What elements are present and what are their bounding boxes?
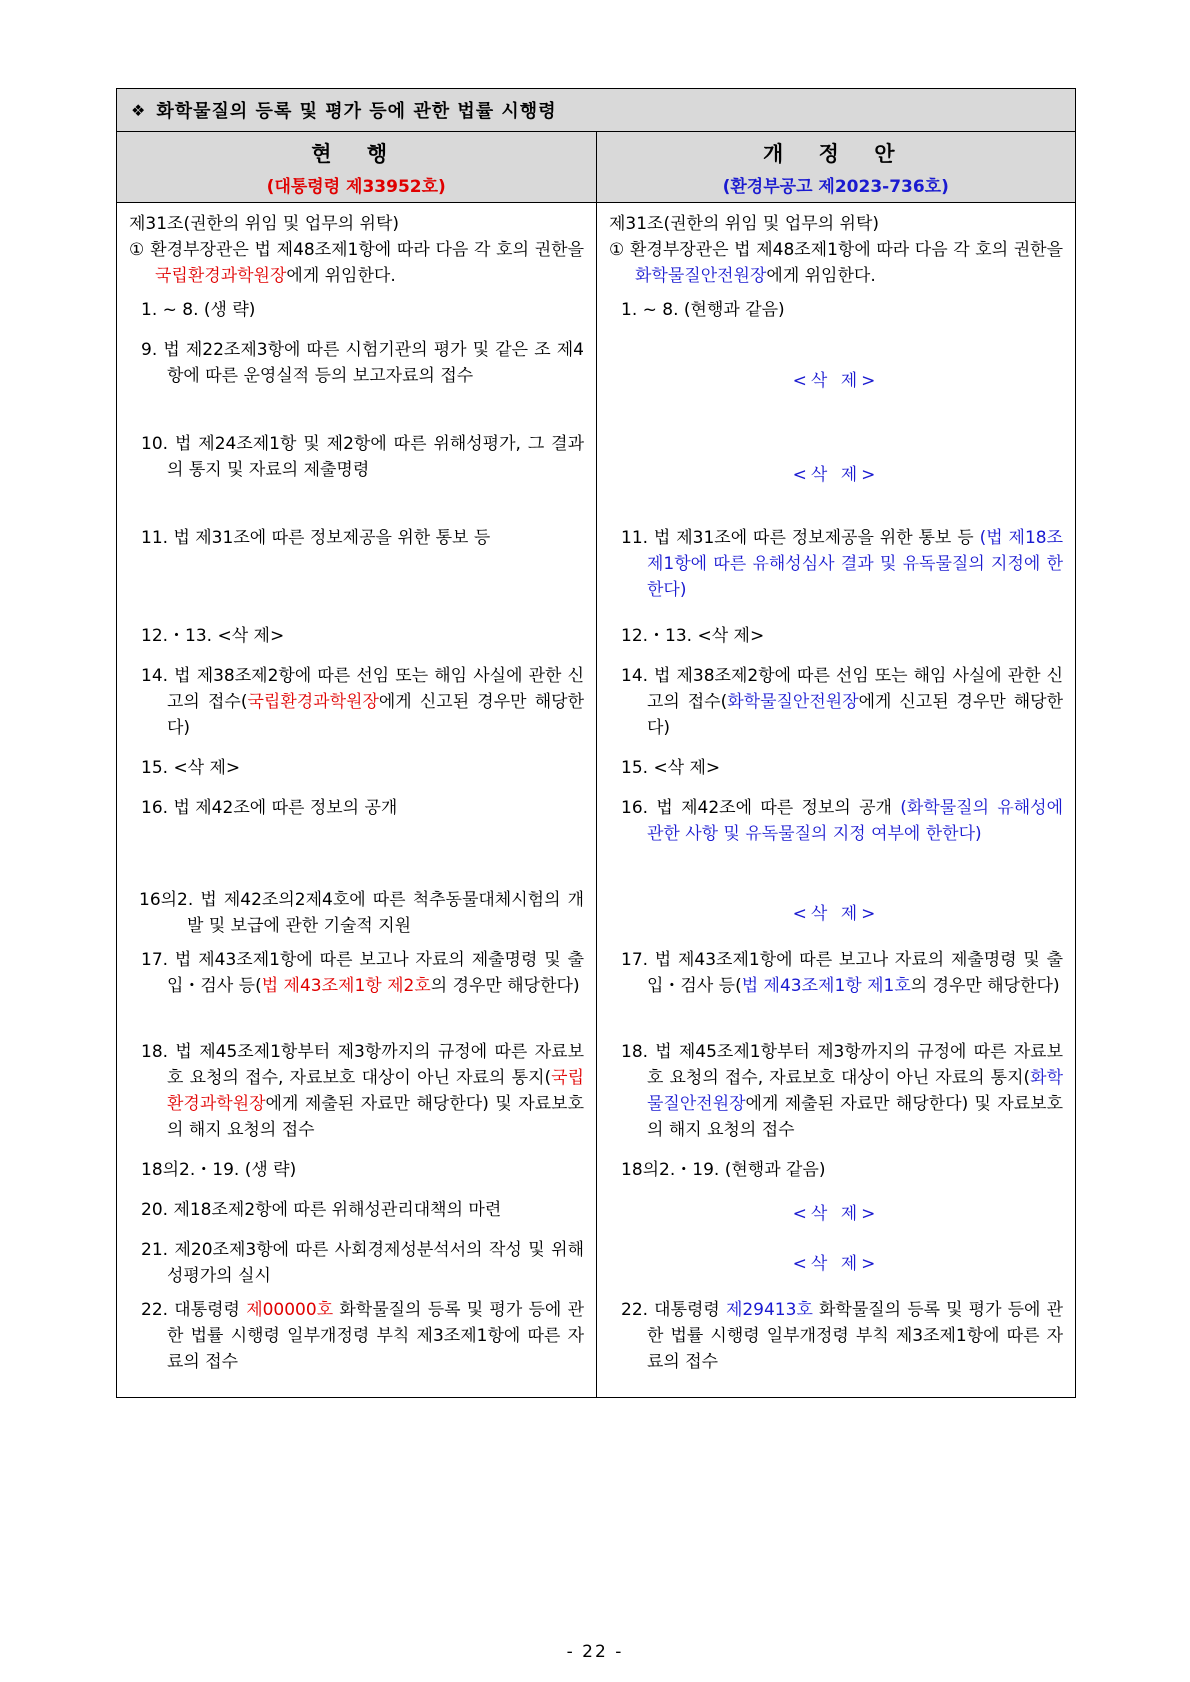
current-row-4: [129, 525, 584, 615]
list-item: [609, 663, 1063, 741]
article-heading: 제31조(권한의 위임 및 업무의 위탁): [129, 214, 399, 234]
list-item: [129, 337, 584, 389]
item-text: 의 경우만 해당한다): [430, 976, 580, 996]
added-text: (화학물질의 유해성에 관한 사항 및 유독물질의 지정 여부에 한한다): [647, 798, 1064, 844]
current-heading: 현 행: [311, 141, 402, 166]
changed-text: 화학물질안전원장: [647, 1068, 1063, 1114]
item-text: 12.・13. <삭 제>: [621, 626, 765, 646]
revised-row-11: [609, 1039, 1063, 1151]
revised-row-8: [609, 795, 1063, 881]
paragraph-text: ① 환경부장관은 법 제48조제1항에 따라 다음 각 호의 권한을: [129, 240, 584, 260]
revised-subheading: (환경부공고 제2023-736호): [722, 176, 949, 197]
list-item: [609, 525, 1063, 603]
deleted-marker: <삭 제>: [792, 904, 880, 924]
item-text: 에게 제출된 자료만 해당한다) 및 자료보호의 해지 요청의 접수: [647, 1094, 1063, 1140]
list-item: [129, 755, 584, 781]
current-row-11: [129, 1039, 584, 1151]
list-item: [129, 1039, 584, 1143]
current-row-10: [129, 947, 584, 1033]
table-title-bar: [117, 89, 1075, 132]
item-text: 17. 법 제43조제1항에 따른 보고나 자료의 제출명령 및 출입・검사 등(: [621, 950, 1063, 996]
current-subheading: (대통령령 제33952호): [266, 176, 446, 197]
revised-row-5: [609, 623, 1063, 657]
revised-row-15: [609, 1297, 1063, 1387]
current-row-15: [129, 1297, 584, 1387]
revised-row-7: [609, 755, 1063, 789]
item-text: 에게 신고된 경우만 해당한다): [647, 692, 1063, 738]
list-item: [129, 1297, 584, 1375]
changed-text: 제29413호: [725, 1300, 813, 1320]
revised-row-3: [609, 431, 1063, 519]
deleted-marker: <삭 제>: [792, 465, 880, 485]
changed-text: 국립환경과학원장: [167, 1068, 584, 1114]
current-row-1: [129, 297, 584, 331]
revised-row-4: [609, 525, 1063, 615]
list-item: [609, 297, 1063, 323]
changed-text: 법 제43조제1항 제2호: [261, 976, 431, 996]
deleted-marker: <삭 제>: [792, 1254, 880, 1274]
revised-row-2: [609, 337, 1063, 425]
item-text: 15. <삭 제>: [621, 758, 721, 778]
list-item: [129, 1197, 584, 1223]
item-text: 에게 신고된 경우만 해당한다): [167, 692, 584, 738]
item-text: 16. 법 제42조에 따른 정보의 공개: [621, 798, 901, 818]
item-text: 11. 법 제31조에 따른 정보제공을 위한 통보 등: [141, 528, 491, 548]
list-item: [129, 947, 584, 999]
list-item: [129, 431, 584, 483]
current-row-5: [129, 623, 584, 657]
item-text: 15. <삭 제>: [141, 758, 241, 778]
revised-heading: 개 정 안: [763, 141, 909, 166]
item-text: 18의2.・19. (현행과 같음): [621, 1160, 826, 1180]
item-text: 1. ~ 8. (생 략): [141, 300, 256, 320]
item-text: 14. 법 제38조제2항에 따른 선임 또는 해임 사실에 관한 신고의 접수(: [621, 666, 1063, 712]
delegate-name: 국립환경과학원장: [155, 266, 287, 286]
list-item: [609, 755, 1063, 781]
item-text: 17. 법 제43조제1항에 따른 보고나 자료의 제출명령 및 출입・검사 등(: [141, 950, 584, 996]
item-text: 의 경우만 해당한다): [910, 976, 1060, 996]
changed-text: 법 제43조제1항 제1호: [741, 976, 911, 996]
list-item: [129, 525, 584, 551]
item-text: 16의2. 법 제42조의2제4호에 따른 척추동물대체시험의 개발 및 보급에 관한 기술적 지원: [139, 890, 584, 936]
table-title: 화학물질의 등록 및 평가 등에 관한 법률 시행령: [156, 101, 557, 122]
paragraph-text: 에게 위임한다.: [286, 266, 396, 286]
revised-row-6: [609, 663, 1063, 749]
item-text: 18의2.・19. (생 략): [141, 1160, 297, 1180]
paragraph-1: [129, 237, 584, 289]
comparison-table: [116, 88, 1076, 1398]
list-item: [609, 947, 1063, 999]
list-item: [609, 1039, 1063, 1143]
current-column: [117, 203, 596, 1397]
list-item: [609, 795, 1063, 847]
list-item: [609, 623, 1063, 649]
delegate-name: 화학물질안전원장: [635, 266, 767, 286]
list-item: [129, 297, 584, 323]
revised-row-0: [609, 211, 1063, 289]
current-row-14: [129, 1237, 584, 1291]
list-item: [129, 795, 584, 821]
table-body: [117, 203, 1075, 1397]
list-item: [129, 1237, 584, 1289]
list-item: [129, 1157, 584, 1183]
current-row-8: [129, 795, 584, 881]
changed-text: 국립환경과학원장: [247, 692, 379, 712]
current-row-13: [129, 1197, 584, 1231]
revised-row-1: [609, 297, 1063, 331]
page-number: - 22 -: [566, 1642, 624, 1662]
current-row-6: [129, 663, 584, 749]
list-item: [129, 663, 584, 741]
deleted-marker: <삭 제>: [792, 1204, 880, 1224]
item-text: 18. 법 제45조제1항부터 제3항까지의 규정에 따른 자료보호 요청의 접수, 자료보호 대상이 아닌 자료의 통지(: [141, 1042, 584, 1088]
item-text: 18. 법 제45조제1항부터 제3항까지의 규정에 따른 자료보호 요청의 접수, 자료보호 대상이 아닌 자료의 통지(: [621, 1042, 1063, 1088]
item-text: 22. 대통령령: [621, 1300, 726, 1320]
list-item: [129, 623, 584, 649]
list-item: [609, 1297, 1063, 1375]
paragraph-text: ① 환경부장관은 법 제48조제1항에 따라 다음 각 호의 권한을: [609, 240, 1063, 260]
column-header-row: [117, 132, 1075, 203]
list-item: [129, 887, 584, 939]
item-text: 20. 제18조제2항에 따른 위해성관리대책의 마련: [141, 1200, 502, 1220]
item-text: 12.・13. <삭 제>: [141, 626, 285, 646]
item-text: 14. 법 제38조제2항에 따른 선임 또는 해임 사실에 관한 신고의 접수(: [141, 666, 584, 712]
paragraph-1: [609, 237, 1063, 289]
current-row-9: [129, 887, 584, 941]
revised-column: [596, 203, 1075, 1397]
item-text: 에게 제출된 자료만 해당한다) 및 자료보호의 해지 요청의 접수: [167, 1094, 584, 1140]
item-text: 화학물질의 등록 및 평가 등에 관한 법률 시행령 일부개정령 부칙 제3조제1항에 따른 자료의 접수: [167, 1300, 584, 1372]
revised-row-9: [609, 887, 1063, 941]
item-text: 10. 법 제24조제1항 및 제2항에 따른 위해성평가, 그 결과의 통지 및 자료의 제출명령: [141, 434, 584, 480]
changed-text: 화학물질안전원장: [727, 692, 859, 712]
item-text: 16. 법 제42조에 따른 정보의 공개: [141, 798, 398, 818]
current-row-2: [129, 337, 584, 425]
added-text: (법 제18조제1항에 따른 유해성심사 결과 및 유독물질의 지정에 한한다): [647, 528, 1064, 600]
revised-row-13: [609, 1197, 1063, 1231]
deleted-marker: <삭 제>: [792, 371, 880, 391]
current-row-7: [129, 755, 584, 789]
item-text: 11. 법 제31조에 따른 정보제공을 위한 통보 등: [621, 528, 980, 548]
list-item: [609, 1157, 1063, 1183]
item-text: 화학물질의 등록 및 평가 등에 관한 법률 시행령 일부개정령 부칙 제3조제1항에 따른 자료의 접수: [647, 1300, 1063, 1372]
diamond-icon: ❖: [131, 100, 147, 120]
current-row-0: [129, 211, 584, 289]
article-heading: 제31조(권한의 위임 및 업무의 위탁): [609, 214, 879, 234]
current-row-12: [129, 1157, 584, 1191]
revised-column-header: [596, 132, 1076, 202]
revised-row-14: [609, 1237, 1063, 1291]
current-row-3: [129, 431, 584, 519]
current-column-header: [117, 132, 596, 202]
revised-row-12: [609, 1157, 1063, 1191]
item-text: 1. ~ 8. (현행과 같음): [621, 300, 785, 320]
paragraph-text: 에게 위임한다.: [766, 266, 876, 286]
item-text: 9. 법 제22조제3항에 따른 시험기관의 평가 및 같은 조 제4항에 따른 운영실적 등의 보고자료의 접수: [141, 340, 584, 386]
item-text: 21. 제20조제3항에 따른 사회경제성분석서의 작성 및 위해성평가의 실시: [141, 1240, 584, 1286]
item-text: 22. 대통령령: [141, 1300, 247, 1320]
changed-text: 제00000호: [246, 1300, 334, 1320]
revised-row-10: [609, 947, 1063, 1033]
